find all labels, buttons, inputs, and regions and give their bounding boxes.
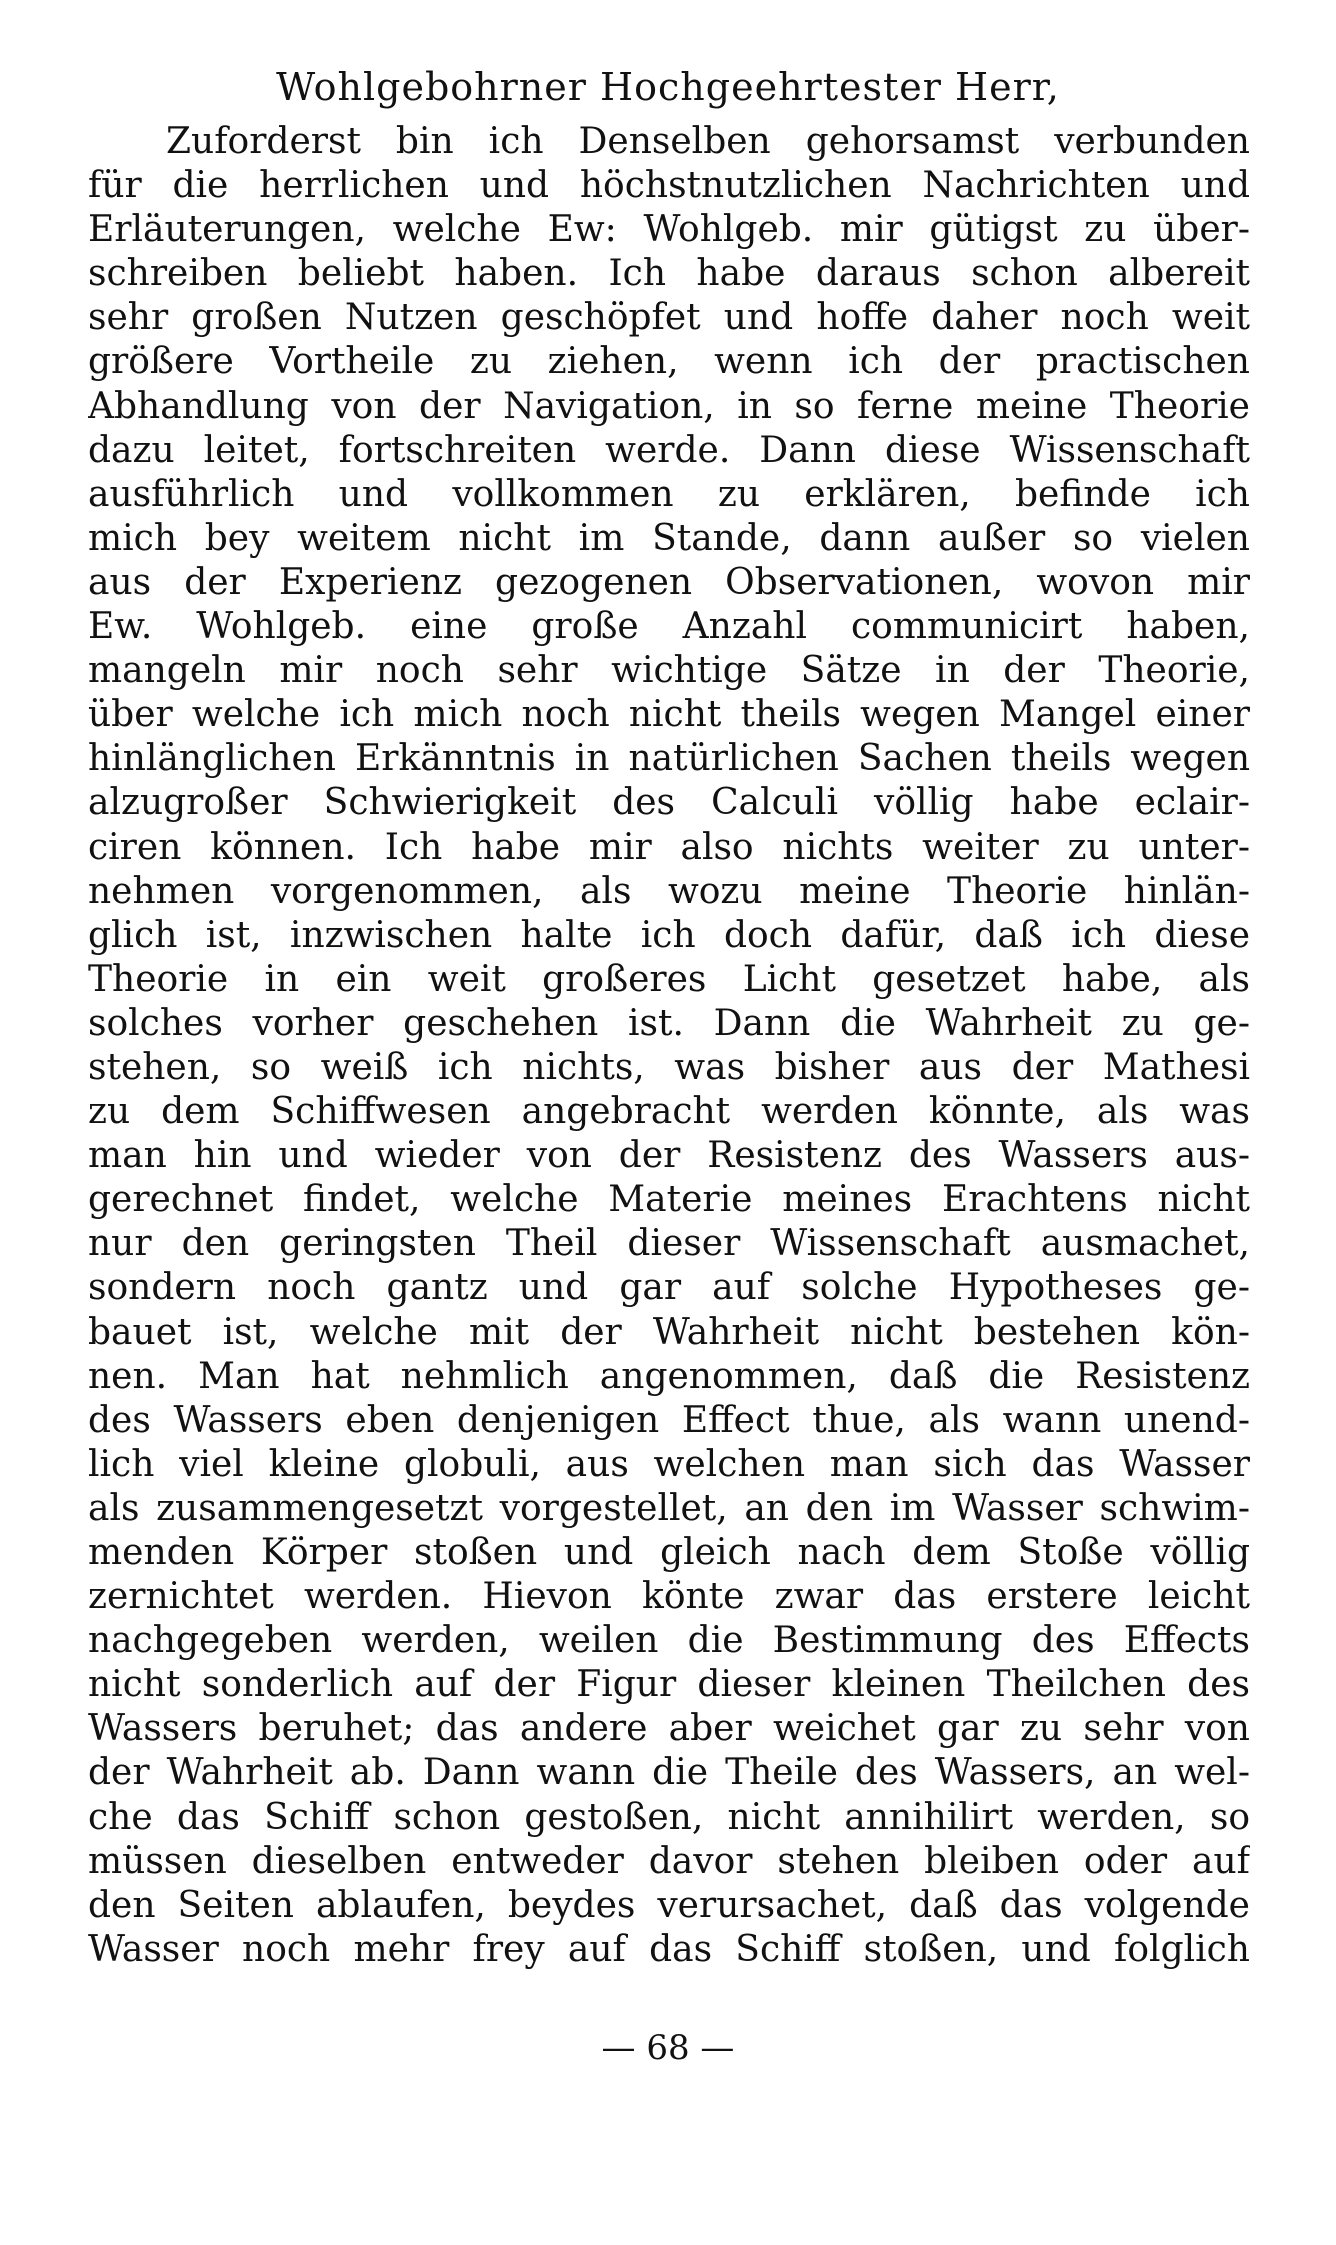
text-line: nicht sonderlich auf der Figur dieser kleinen Theilchen des	[88, 1664, 1250, 1706]
text-line: nachgegeben werden, weilen die Bestimmung des Effects	[88, 1620, 1250, 1662]
text-line: aus der Experienz gezogenen Observationen, wovon mir	[88, 561, 1250, 603]
text-line: mangeln mir noch sehr wichtige Sätze in der Theorie,	[88, 650, 1250, 692]
text-line: als zusammengesetzt vorgestellet, an den im Wasser schwim-	[88, 1487, 1250, 1529]
text-line: sehr großen Nutzen geschöpfet und hoffe daher noch weit	[88, 297, 1250, 339]
text-line: für die herrlichen und höchstnutzlichen Nachrichten und	[88, 165, 1250, 207]
text-line: nehmen vorgenommen, als wozu meine Theorie hinlän-	[88, 870, 1250, 912]
text-line: Wassers beruhet; das andere aber weichet gar zu sehr von	[88, 1708, 1250, 1750]
text-line: Zuforderst bin ich Denselben gehorsamst verbunden	[166, 121, 1250, 162]
text-line: müssen dieselben entweder davor stehen bleiben oder auf	[88, 1840, 1250, 1882]
text-line: man hin und wieder von der Resistenz des Wassers aus-	[88, 1135, 1250, 1177]
text-line: Wasser noch mehr frey auf das Schiff stoßen, und folglich	[88, 1928, 1250, 1970]
text-line: che das Schiff schon gestoßen, nicht annihilirt werden, so	[88, 1796, 1250, 1838]
page-number: — 68 —	[601, 2028, 735, 2068]
text-line: mich bey weitem nicht im Stande, dann außer so vielen	[88, 517, 1250, 559]
text-line: solches vorher geschehen ist. Dann die Wahrheit zu ge-	[88, 1002, 1250, 1044]
letter-body	[88, 120, 1250, 1972]
text-line: Erläuterungen, welche Ew: Wohlgeb. mir gütigst zu über-	[88, 209, 1250, 251]
text-line: glich ist, inzwischen halte ich doch dafür, daß ich diese	[88, 914, 1250, 956]
text-line: stehen, so weiß ich nichts, was bisher aus der Mathesi	[88, 1046, 1250, 1088]
text-line: bauet ist, welche mit der Wahrheit nicht bestehen kön-	[88, 1311, 1250, 1353]
text-line: zu dem Schiffwesen angebracht werden könnte, als was	[88, 1091, 1250, 1133]
text-line: Ew. Wohlgeb. eine große Anzahl communicirt haben,	[88, 606, 1250, 648]
text-line: alzugroßer Schwierigkeit des Calculi völlig habe eclair-	[88, 782, 1250, 824]
text-line: ciren können. Ich habe mir also nichts weiter zu unter-	[88, 826, 1250, 868]
text-line: lich viel kleine globuli, aus welchen man sich das Wasser	[88, 1443, 1250, 1485]
text-line: dazu leitet, fortschreiten werde. Dann diese Wissenschaft	[88, 429, 1250, 471]
text-line: nen. Man hat nehmlich angenommen, daß die Resistenz	[88, 1355, 1250, 1397]
text-line: über welche ich mich noch nicht theils wegen Mangel einer	[88, 694, 1250, 736]
text-line: des Wassers eben denjenigen Effect thue, als wann unend-	[88, 1399, 1250, 1441]
text-line: ausführlich und vollkommen zu erklären, befinde ich	[88, 473, 1250, 515]
text-line: nur den geringsten Theil dieser Wissenschaft ausmachet,	[88, 1223, 1250, 1265]
salutation-heading: Wohlgebohrner Hochgeehrtester Herr,	[276, 65, 1060, 109]
text-line: Theorie in ein weit großeres Licht gesetzet habe, als	[88, 958, 1250, 1000]
text-line: den Seiten ablaufen, beydes verursachet, daß das volgende	[88, 1884, 1250, 1926]
text-line: größere Vortheile zu ziehen, wenn ich der practischen	[88, 341, 1250, 383]
text-line: zernichtet werden. Hievon könte zwar das erstere leicht	[88, 1576, 1250, 1618]
text-line: Abhandlung von der Navigation, in so ferne meine Theorie	[88, 385, 1250, 427]
text-line: schreiben beliebt haben. Ich habe daraus schon albereit	[88, 253, 1250, 295]
text-line: der Wahrheit ab. Dann wann die Theile des Wassers, an wel-	[88, 1752, 1250, 1794]
text-line: sondern noch gantz und gar auf solche Hypotheses ge-	[88, 1267, 1250, 1309]
text-line: menden Körper stoßen und gleich nach dem Stoße völlig	[88, 1532, 1250, 1573]
text-line: gerechnet findet, welche Materie meines Erachtens nicht	[88, 1179, 1250, 1221]
text-line: hinlänglichen Erkänntnis in natürlichen Sachen theils wegen	[88, 738, 1250, 780]
